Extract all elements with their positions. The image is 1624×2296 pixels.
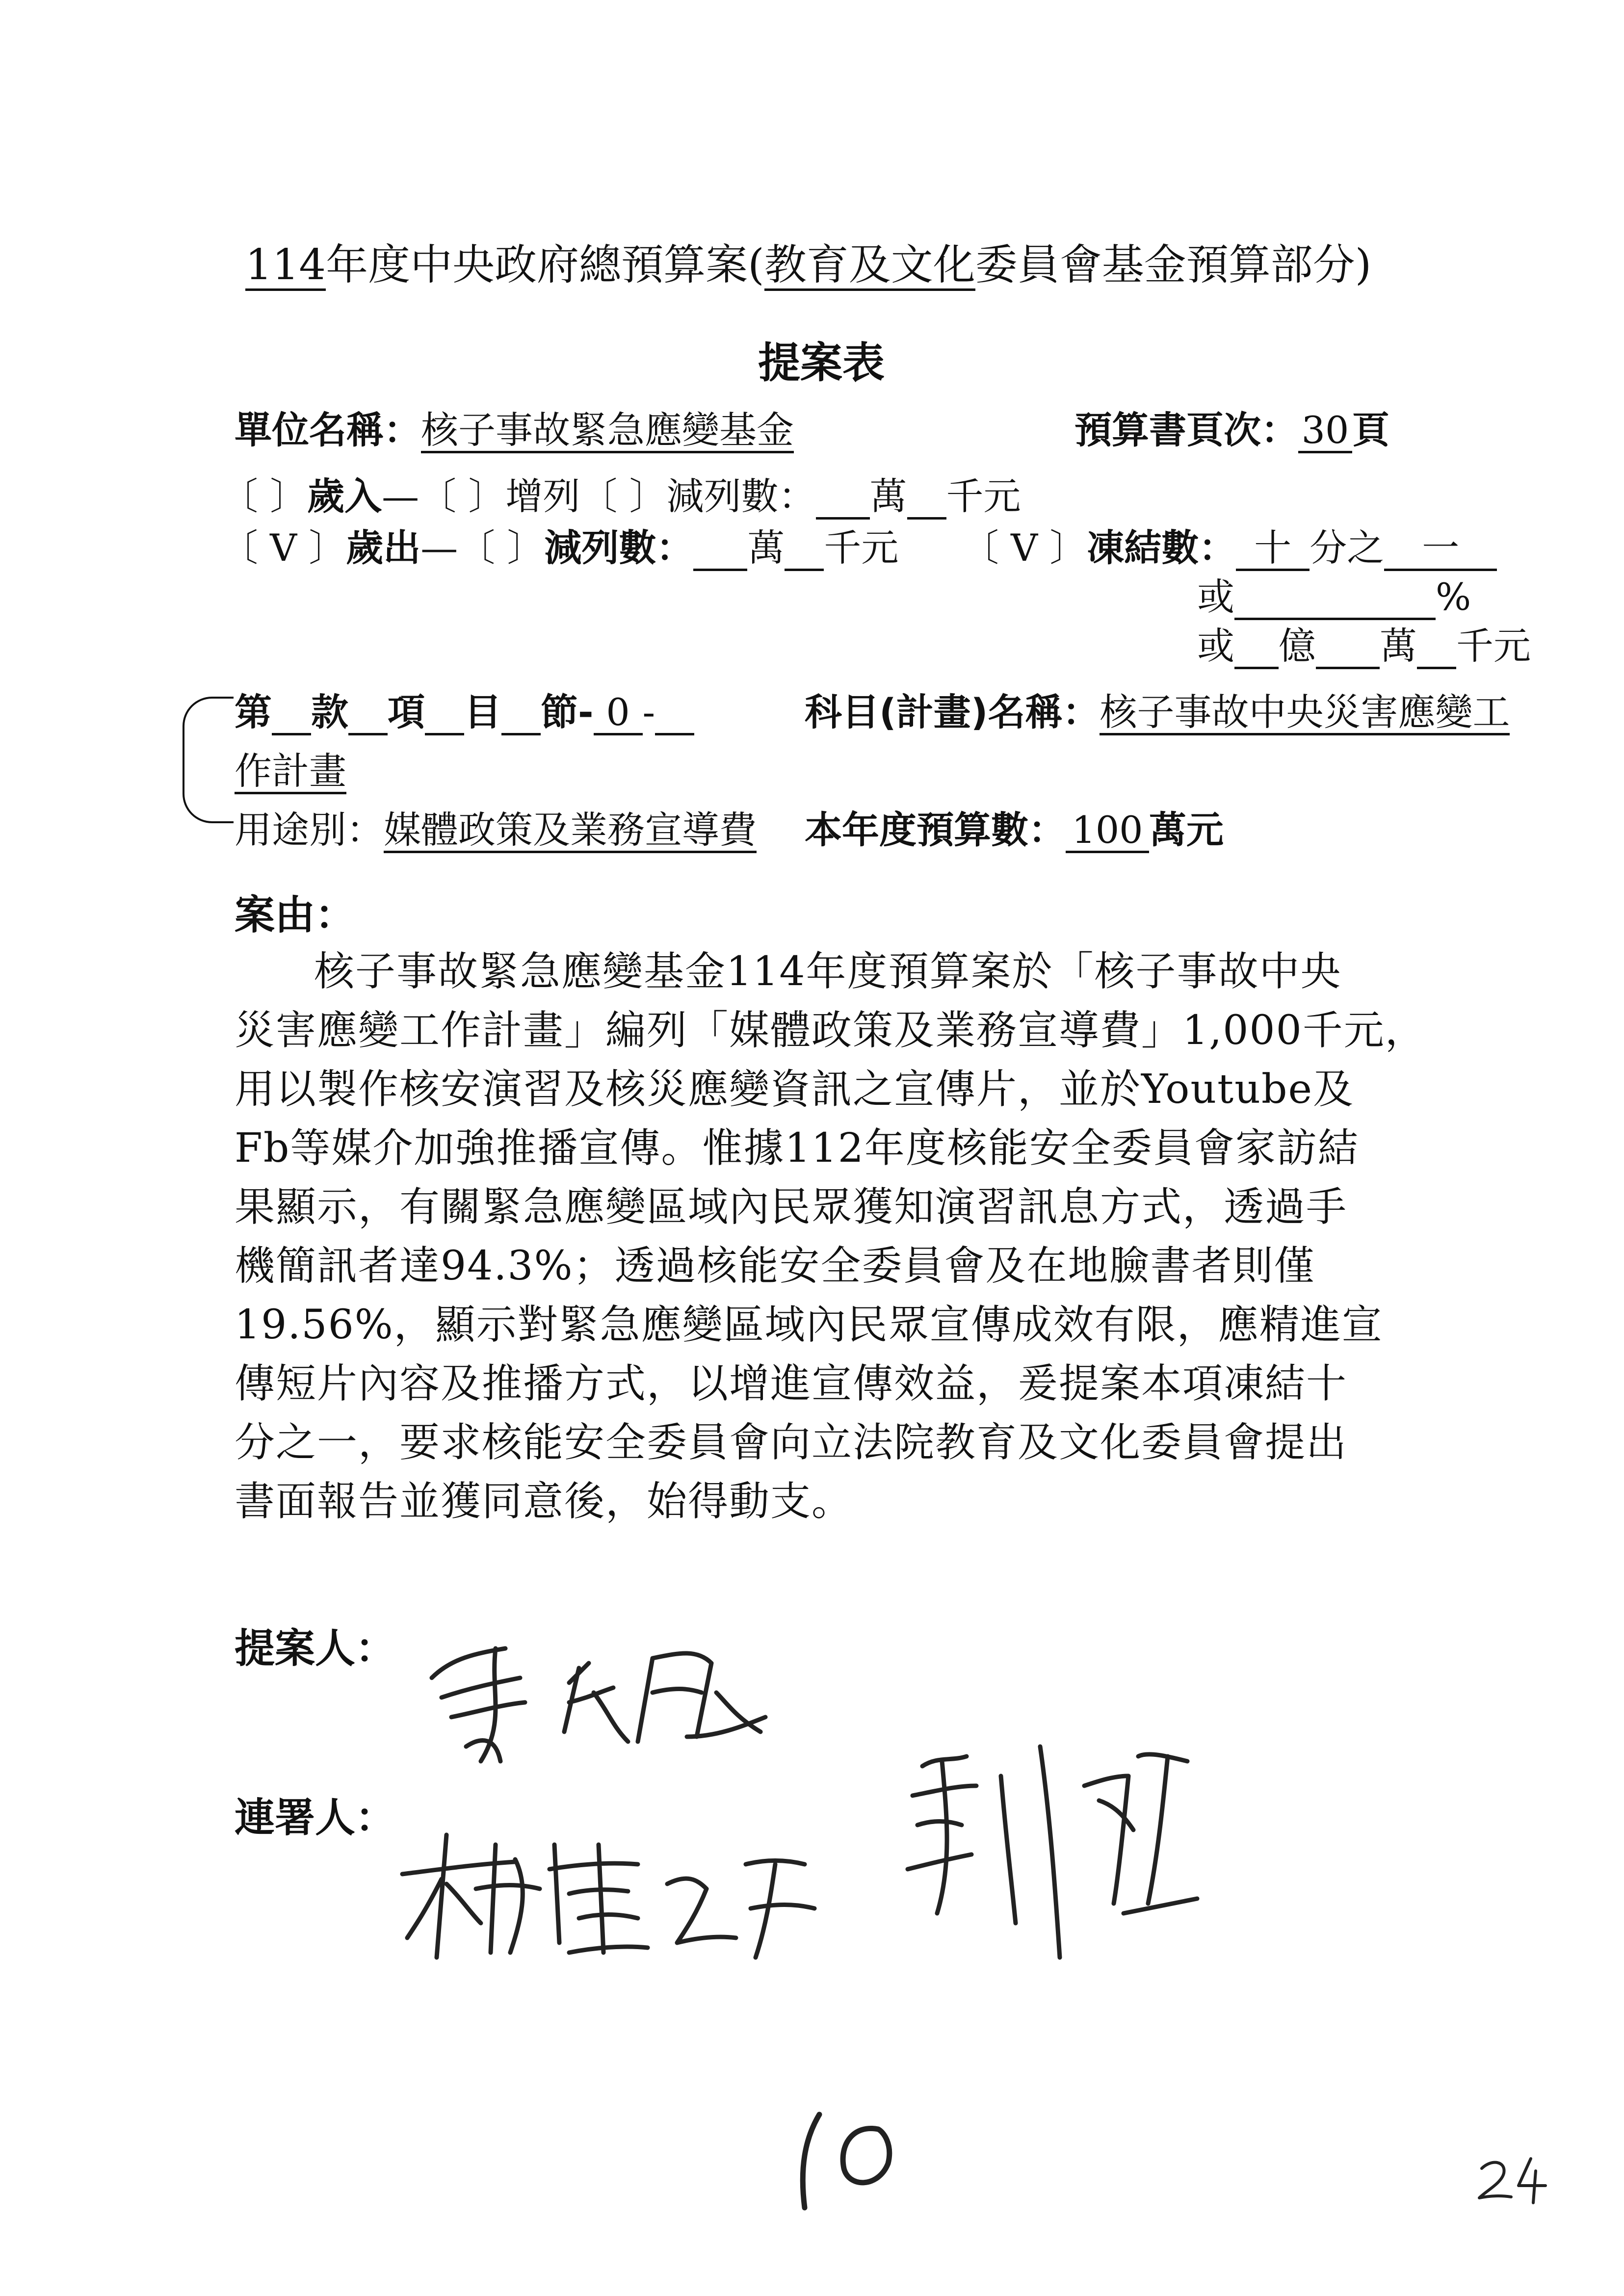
item-jie: 節- xyxy=(541,690,594,734)
revenue-qian-blank xyxy=(907,476,946,520)
item-row xyxy=(235,692,694,735)
item-kuan: 款 xyxy=(311,690,348,734)
item-mu: 目 xyxy=(464,690,501,734)
freeze-percent: % xyxy=(1436,575,1471,619)
freeze-denominator: 十 xyxy=(1236,527,1310,571)
revenue-increase-label: 增列 xyxy=(505,474,580,518)
reason-line: 分之一，要求核能安全委員會向立法院教育及文化委員會提出 xyxy=(235,1419,1348,1466)
freeze-numerator: 一 xyxy=(1384,527,1497,571)
page-suffix: 頁 xyxy=(1352,408,1389,452)
page-value: 30 xyxy=(1298,410,1352,453)
revenue-dash: — xyxy=(382,474,419,518)
item-di: 第 xyxy=(235,690,272,734)
expenditure-decrease-check: 〔 〕 xyxy=(458,526,545,570)
expenditure-check: 〔 V 〕 xyxy=(221,526,346,570)
expenditure-wan-blank xyxy=(693,527,747,571)
expenditure-qian-blank xyxy=(785,527,824,571)
cosigner-label: 連署人： xyxy=(235,1795,396,1841)
freeze-percent-row xyxy=(1197,576,1471,620)
unit-row xyxy=(235,410,794,453)
revenue-qian: 千元 xyxy=(946,474,1021,518)
revenue-increase-check: 〔 〕 xyxy=(419,474,506,518)
item-mu-blank xyxy=(425,692,464,735)
subject-line2: 作計畫 xyxy=(235,751,346,794)
freeze-or-1: 或 xyxy=(1197,575,1234,619)
budget-value: 100 xyxy=(1066,809,1149,853)
item-bracket xyxy=(183,697,234,823)
reason-line: 核子事故緊急應變基金114年度預算案於「核子事故中央 xyxy=(314,948,1342,995)
item-kuan-blank xyxy=(272,692,311,735)
reason-line: 書面報告並獲同意後，始得動支。 xyxy=(235,1478,853,1525)
expenditure-decrease-label: 減列數： xyxy=(544,526,694,570)
reason-line: 災害應變工作計畫」編列「媒體政策及業務宣導費」1,000千元， xyxy=(235,1007,1426,1054)
reason-line: 傳短片內容及推播方式，以增進宣傳效益，爰提案本項凍結十 xyxy=(235,1360,1348,1407)
freeze-wan: 萬 xyxy=(1380,624,1417,668)
reason-line: 機簡訊者達94.3%；透過核能安全委員會及在地臉書者則僅 xyxy=(235,1243,1315,1289)
reason-line: 果顯示，有關緊急應變區域內民眾獲知演習訊息方式，透過手 xyxy=(235,1184,1348,1230)
freeze-qian: 千元 xyxy=(1456,624,1531,668)
item-xiang-blank xyxy=(348,692,388,735)
budget-label: 本年度預算數： xyxy=(805,808,1066,852)
document-title xyxy=(245,231,1371,291)
usage-value: 媒體政策及業務宣導費 xyxy=(384,809,757,853)
proposer-label: 提案人： xyxy=(235,1625,396,1672)
title-text-a: 年度中央政府總預算案( xyxy=(326,240,764,289)
freeze-yi-blank xyxy=(1234,626,1279,669)
item-code-1: 0 xyxy=(594,692,643,735)
freeze-row xyxy=(962,527,1497,571)
cosigner-signature-1 xyxy=(393,1815,834,1972)
usage-row xyxy=(235,809,757,853)
item-code-2-blank xyxy=(655,692,694,735)
revenue-wan-blank xyxy=(816,476,870,520)
proposer-signature xyxy=(422,1619,795,1781)
item-code-sep: - xyxy=(642,690,655,734)
revenue-check: 〔 〕 xyxy=(221,474,308,518)
item-xiang: 項 xyxy=(388,690,425,734)
unit-label: 單位名稱： xyxy=(235,408,421,452)
reason-label: 案由： xyxy=(235,892,356,939)
subject-line1: 核子事故中央災害應變工 xyxy=(1100,692,1510,735)
freeze-percent-blank xyxy=(1234,576,1436,620)
budget-row xyxy=(805,809,1224,853)
freeze-qian-blank xyxy=(1417,626,1456,669)
revenue-decrease-check: 〔 〕 xyxy=(580,474,667,518)
expenditure-dash: — xyxy=(420,526,458,570)
page-ref xyxy=(1074,410,1389,453)
handwritten-proposal-number xyxy=(785,2105,913,2222)
freeze-fen-zhi: 分之 xyxy=(1310,526,1385,570)
subject-continued xyxy=(235,751,346,794)
cosigner-signature-2 xyxy=(893,1727,1207,2002)
expenditure-label: 歲出 xyxy=(346,526,421,570)
item-jie-blank xyxy=(501,692,541,735)
reason-line: Fb等媒介加強推播宣傳。惟據112年度核能安全委員會家訪結 xyxy=(235,1125,1359,1172)
budget-unit: 萬元 xyxy=(1149,808,1224,852)
reason-line: 19.56%，顯示對緊急應變區域內民眾宣傳成效有限，應精進宣 xyxy=(235,1302,1383,1348)
revenue-label: 歲入 xyxy=(307,474,382,518)
expenditure-row xyxy=(221,527,898,571)
expenditure-qian: 千元 xyxy=(824,526,899,570)
title-text-b: 委員會基金預算部分) xyxy=(975,240,1372,289)
revenue-wan: 萬 xyxy=(869,474,907,518)
freeze-wan-blank xyxy=(1316,626,1380,669)
title-committee: 教育及文化 xyxy=(764,242,975,291)
handwritten-page-number xyxy=(1472,2149,1550,2208)
expenditure-wan: 萬 xyxy=(747,526,785,570)
subject-label: 科目(計畫)名稱： xyxy=(805,690,1100,734)
freeze-yi: 億 xyxy=(1279,624,1316,668)
usage-label: 用途別： xyxy=(235,808,384,852)
title-year: 114 xyxy=(245,242,326,291)
freeze-amount-row xyxy=(1197,626,1531,669)
reason-line: 用以製作核安演習及核災應變資訊之宣傳片，並於Youtube及 xyxy=(235,1066,1354,1113)
revenue-row xyxy=(221,476,1021,520)
freeze-check: 〔 V 〕 xyxy=(962,526,1087,570)
freeze-or-2: 或 xyxy=(1197,624,1234,668)
page-label: 預算書頁次： xyxy=(1074,408,1298,452)
subject-row xyxy=(805,692,1510,735)
unit-value: 核子事故緊急應變基金 xyxy=(421,410,794,453)
freeze-label: 凍結數： xyxy=(1087,526,1236,570)
form-subtitle: 提案表 xyxy=(758,339,885,388)
revenue-decrease-label: 減列數： xyxy=(666,474,816,518)
